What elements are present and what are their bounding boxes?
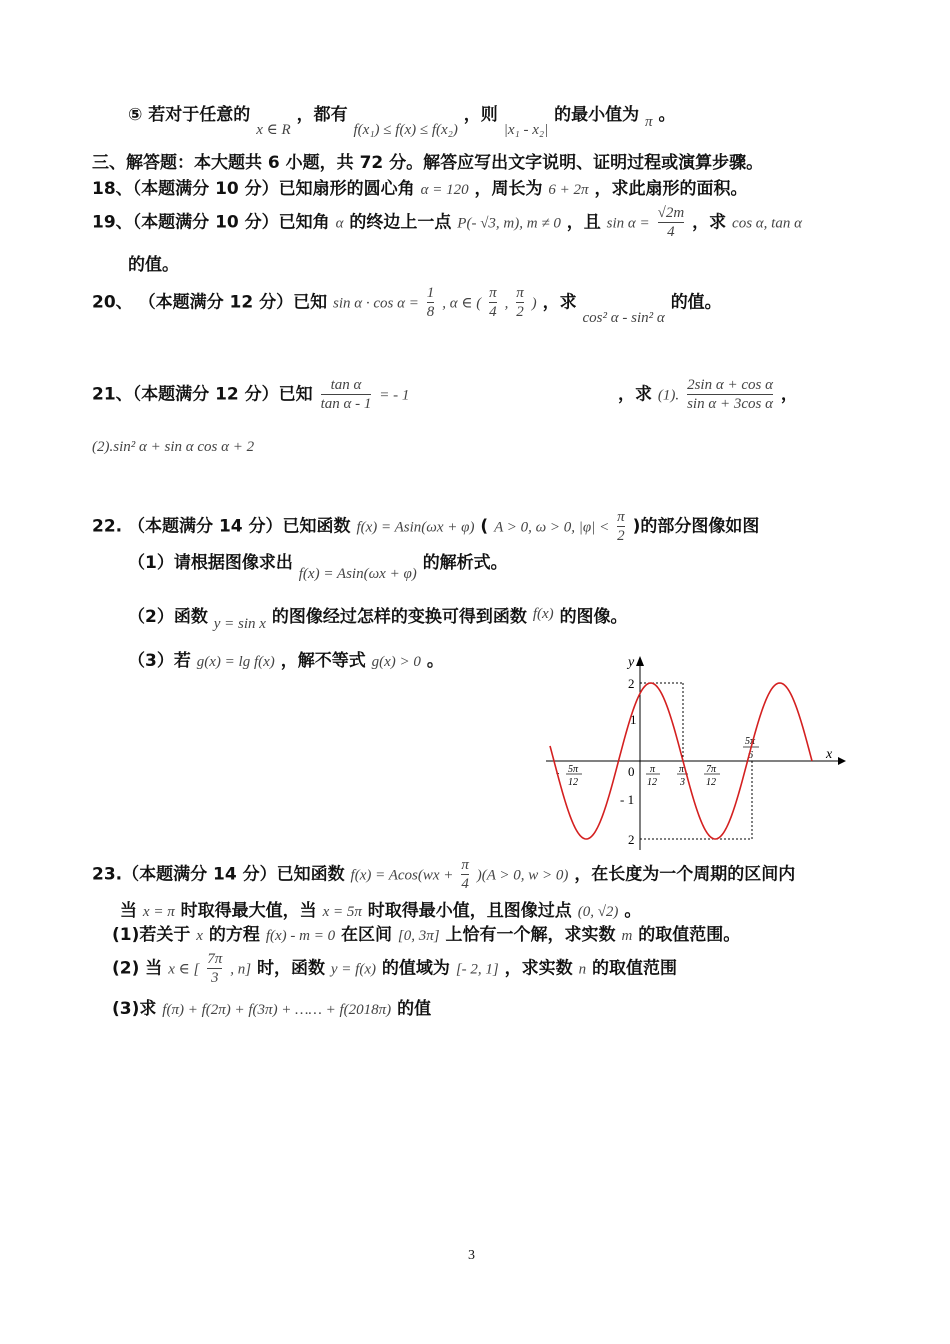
q23-s2-text-b: 时，函数 (256, 958, 325, 979)
q22-s3-math: g(x) = lg f(x) (196, 654, 275, 670)
q20-frac-3 (516, 284, 524, 321)
q20-text-c: 的值。 (670, 292, 722, 313)
q22-sub-3 (128, 646, 444, 671)
q19-math-4: cos α, tan α (732, 215, 802, 232)
q23-l2-text-d: 。 (624, 901, 642, 921)
x-tick-7pi12-num: 7π (706, 764, 717, 775)
q5-math-3: |x₁ - x₂| (503, 122, 549, 138)
q20-math-4: cos² α - sin² α (582, 309, 665, 326)
q23-text-a: 23.（本题满分 14 分）已知函数 (92, 864, 345, 885)
q22-line (92, 508, 759, 545)
q22-frac-den: 2 (617, 528, 625, 544)
q23-l2-text-c: 时取得最小值，且图像过点 (367, 901, 572, 921)
q23-s3-math: f(π) + f(2π) + f(3π) + …… + f(2018π) (162, 1002, 392, 1018)
q20-frac-2-den: 4 (489, 304, 497, 320)
q23-s2-math-1: x ∈ [ (168, 961, 200, 978)
q20-frac-3-den: 2 (516, 304, 524, 320)
q19-text-d: ，求 (692, 212, 727, 233)
q5-text-b: ，都有 (296, 105, 348, 125)
q19-frac-num: √2m (657, 205, 685, 221)
q23-text-b: ，在长度为一个周期的区间内 (574, 864, 796, 885)
q22-s2-math-2: f(x) (532, 606, 554, 622)
q23-s1-text-d: 上恰有一个解，求实数 (445, 925, 616, 945)
q5-math-4: π (645, 114, 653, 130)
q18-text-a: 18、（本题满分 10 分）已知扇形的圆心角 (92, 179, 415, 199)
q5-text-a: ⑤ 若对于任意的 (128, 105, 251, 125)
q18-math-2: 6 + 2π (548, 182, 589, 198)
q22-frac-num: π (617, 509, 625, 525)
q20-text-a: 20、 （本题满分 12 分）已知 (92, 292, 328, 313)
q23-s2-math-3: y = f(x) (330, 961, 376, 978)
q19-text-b: 的终边上一点 (349, 212, 452, 233)
q22-s3-text-a: （3）若 (128, 651, 191, 671)
q19-frac-den: 4 (667, 224, 675, 240)
y-tick-neg1: - 1 (620, 792, 635, 807)
q22-s1-math: f(x) = Asin(ωx + φ) (298, 566, 417, 582)
y-axis-arrow (636, 656, 644, 666)
q18-math-1: α = 120 (420, 182, 469, 198)
q22-text-a: 22. （本题满分 14 分）已知函数 (92, 516, 351, 537)
q18-line (92, 174, 747, 199)
x-tick-7pi12 (704, 764, 720, 788)
y-tick-1: 1 (630, 712, 637, 727)
q19-line (92, 204, 802, 241)
q21-frac-1 (321, 376, 372, 413)
q23-s1-text-e: 的取值范围。 (638, 925, 741, 945)
x-tick-pi3-num: π (679, 764, 685, 775)
q23-s1-text-b: 的方程 (208, 925, 260, 945)
q5-line (128, 100, 676, 138)
q23-s3-text-a: (3)求 (112, 999, 157, 1019)
q23-frac-den: 4 (461, 876, 469, 892)
q20-comma: , (504, 295, 509, 312)
q21-math-1: = - 1 (379, 387, 410, 404)
q23-s1-text-c: 在区间 (341, 925, 392, 945)
q22-s3-text-c: 。 (426, 651, 444, 671)
x-tick-neg5pi12-sign: - (556, 768, 560, 779)
q5-text-e: 。 (658, 105, 676, 125)
q19-text-c: ，且 (566, 212, 601, 233)
x-tick-pi12-den: 12 (647, 777, 657, 788)
q21-frac-1-den: tan α - 1 (320, 396, 372, 412)
q22-s1-text-b: 的解析式。 (422, 553, 508, 573)
q21-frac-2 (687, 376, 773, 413)
q22-s2-text-b: 的图像经过怎样的变换可得到函数 (271, 607, 527, 627)
q23-s2-math-4: [- 2, 1] (455, 961, 499, 978)
q23-sub-1 (112, 920, 740, 945)
q20-line (92, 284, 722, 326)
q21-line (92, 376, 409, 413)
q23-s2-math-2: , n] (230, 961, 252, 978)
q23-s1-math-3: [0, 3π] (397, 928, 440, 944)
q23-s3-text-b: 的值 (397, 999, 432, 1019)
q22-sub-2 (128, 602, 628, 632)
q20-frac-1 (427, 284, 435, 321)
x-tick-pi3-den: 3 (680, 777, 685, 788)
q21-text-a: 21、（本题满分 12 分）已知 (92, 384, 313, 405)
q22-s3-math-2: g(x) > 0 (371, 654, 421, 670)
q19-math-3: sin α = (606, 215, 650, 232)
q5-text-c: ，则 (463, 105, 498, 125)
q22-math-1: f(x) = Asin(ωx + φ) (356, 519, 475, 536)
q23-s1-math-1: x (196, 928, 203, 944)
q22-math-2: A > 0, ω > 0, |φ| < (494, 519, 610, 536)
q22-frac (617, 508, 625, 545)
q23-s2-text-a: (2) 当 (112, 958, 163, 979)
x-tick-5pi6-den: 6 (748, 750, 753, 761)
q21-frac-2-den: sin α + 3cos α (687, 396, 773, 412)
q23-l2-text-a: 当 (120, 901, 137, 921)
q19-fraction (658, 204, 685, 241)
q23-sub-2 (112, 950, 677, 987)
origin-label: 0 (628, 764, 635, 779)
q21-line-b (618, 376, 798, 413)
q23-l2-text-b: 时取得最大值，当 (180, 901, 317, 921)
q23-math-2: )(A > 0, w > 0) (476, 867, 569, 884)
x-tick-pi12-num: π (650, 764, 656, 775)
y-tick-neg2: 2 (628, 832, 635, 847)
q23-l2-math-2: x = 5π (322, 904, 362, 920)
q21-frac-1-num: tan α (321, 376, 372, 395)
q23-line-2 (120, 896, 641, 921)
q22-s2-text-a: （2）函数 (128, 607, 208, 627)
q23-s2-text-e: ，求实数 (504, 958, 573, 979)
sine-graph (546, 652, 846, 852)
q19-text-a: 19、（本题满分 10 分）已知角 (92, 212, 330, 233)
q23-s1-math-2: f(x) - m = 0 (265, 928, 336, 944)
q23-s2-frac-num: 7π (207, 951, 223, 967)
q23-sub-3 (112, 994, 431, 1019)
q21-text-c: ， (780, 384, 798, 405)
y-tick-2: 2 (628, 676, 635, 691)
q20-math-3: ) (531, 295, 537, 312)
q23-line (92, 856, 795, 893)
q23-l2-math-1: x = π (142, 904, 175, 920)
q20-frac-1-num: 1 (426, 285, 435, 301)
q23-s2-math-5: n (578, 961, 587, 978)
q5-math-1: x ∈ R (256, 122, 291, 138)
x-tick-5pi6-num: 5π (745, 736, 756, 747)
q23-s2-frac-den: 3 (211, 970, 219, 986)
q21-line-2 (92, 436, 254, 456)
q21-frac-2-num: 2sin α + cos α (687, 377, 773, 393)
q23-frac-num: π (461, 857, 469, 873)
page-number: 3 (468, 1248, 475, 1263)
x-axis-label: x (826, 747, 833, 762)
q21-math-2: (1). (657, 387, 680, 404)
q18-text-c: ，求此扇形的面积。 (594, 179, 748, 199)
q23-s2-text-c: 的值域为 (381, 958, 450, 979)
q19-math-1: α (335, 215, 344, 232)
q18-text-b: ，周长为 (474, 179, 543, 199)
section3-heading: 三、解答题：本大题共 6 小题，共 72 分。解答应写出文字说明、证明过程或演算步骤。 (92, 153, 764, 173)
q20-math-1: sin α · cos α = (333, 295, 419, 312)
q22-text-b: ( (480, 516, 495, 537)
q23-s2-text-f: 的取值范围 (592, 958, 678, 979)
x-tick-7pi12-den: 12 (706, 777, 716, 788)
q22-s1-text-a: （1）请根据图像求出 (128, 553, 293, 573)
q22-s2-math: y = sin x (213, 616, 266, 632)
q20-frac-2 (489, 284, 497, 321)
q19-line-2: 的值。 (128, 255, 179, 275)
q22-s2-text-c: 的图像。 (559, 607, 628, 627)
q23-s2-frac (207, 950, 222, 987)
q20-text-b: ，求 (542, 292, 577, 313)
q20-frac-2-num: π (489, 285, 497, 301)
q23-s1-math-4: m (621, 928, 633, 944)
q23-l2-math-3: (0, √2) (577, 904, 619, 920)
q20-frac-1-den: 8 (426, 304, 435, 320)
q23-frac (461, 856, 469, 893)
q19-math-2: P(- √3, m), m ≠ 0 (457, 215, 561, 232)
q21-part-2: (2).sin² α + sin α cos α + 2 (92, 439, 255, 455)
q23-math-1: f(x) = Acos(wx + (350, 867, 454, 884)
y-axis-label: y (628, 655, 635, 670)
q23-s1-text-a: (1)若关于 (112, 925, 191, 945)
q5-text-d: 的最小值为 (554, 105, 640, 125)
q22-s3-text-b: ，解不等式 (280, 651, 366, 671)
x-tick-neg5pi12-den: 12 (568, 777, 578, 788)
q5-math-2: f(x₁) ≤ f(x) ≤ f(x₂) (353, 122, 458, 138)
x-axis-arrow (838, 757, 846, 765)
q21-text-b: ，求 (618, 384, 652, 405)
q20-math-2: , α ∈ ( (442, 295, 482, 312)
q22-sub-1 (128, 548, 508, 582)
x-tick-pi12 (646, 764, 660, 788)
q20-frac-3-num: π (516, 285, 524, 301)
q22-text-c: )的部分图像如图 (632, 516, 760, 537)
x-tick-neg5pi12-num: 5π (568, 764, 579, 775)
